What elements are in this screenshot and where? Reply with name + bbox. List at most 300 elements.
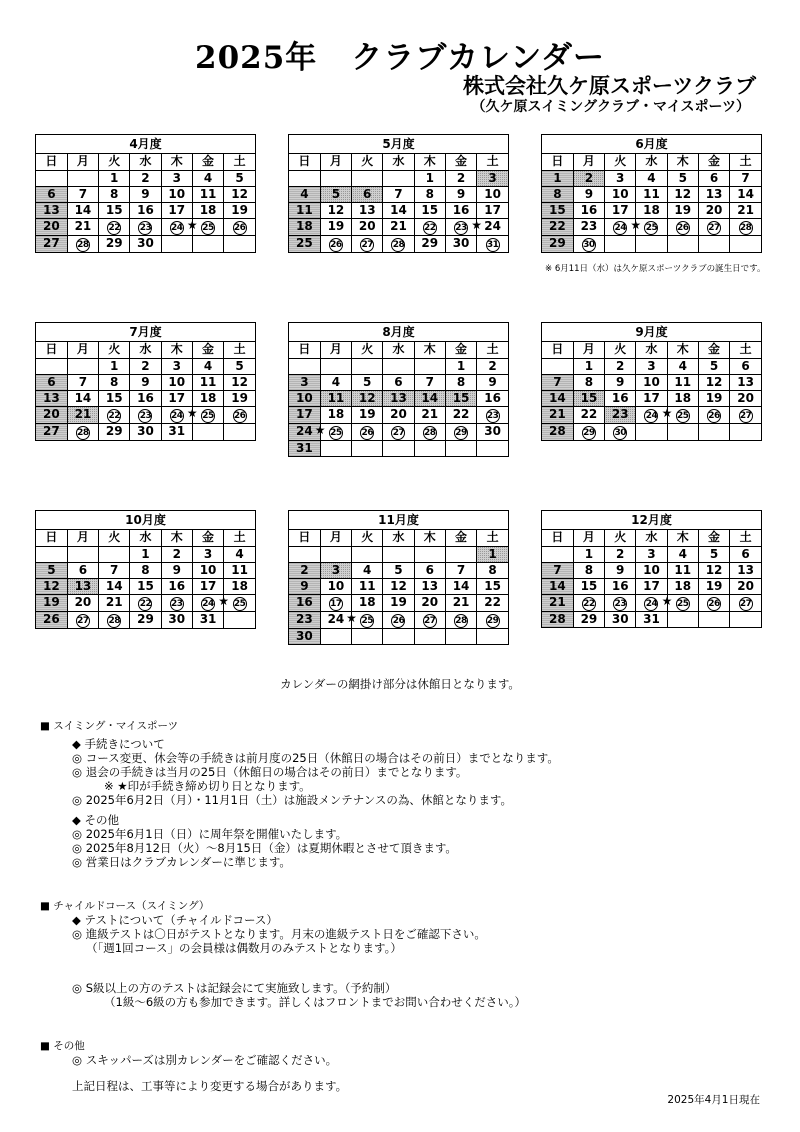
month-title: 8月度 — [289, 323, 508, 342]
day-cell — [289, 235, 320, 252]
day-cell — [542, 374, 573, 390]
day-cell — [445, 358, 476, 374]
skippers-line: ◎ スキッパーズは別カレンダーをご確認ください。 — [72, 1053, 338, 1067]
day-cell — [130, 423, 161, 440]
day-cell — [99, 578, 130, 594]
day-number: 12 — [705, 374, 723, 389]
day-cell — [477, 235, 508, 252]
day-number: 16 — [137, 390, 154, 405]
day-cell — [605, 235, 636, 252]
day-cell — [542, 562, 573, 578]
day-cell — [636, 374, 667, 390]
day-number: 6 — [47, 374, 56, 389]
day-number: 16 — [296, 595, 313, 609]
day-number: 9 — [584, 186, 594, 201]
day-number: 30 — [296, 628, 313, 643]
day-cell — [192, 611, 223, 628]
day-cell — [320, 406, 351, 423]
day-number: 30 — [611, 611, 629, 626]
day-number: 10 — [327, 578, 345, 593]
day-cell — [477, 406, 508, 423]
day-cell — [161, 611, 192, 628]
day-cell — [573, 218, 604, 235]
day-cell — [192, 562, 223, 578]
day-number: 1 — [584, 546, 594, 561]
day-cell — [36, 235, 67, 252]
day-cell — [445, 406, 476, 423]
day-cell — [352, 628, 383, 644]
day-number: 7 — [553, 374, 562, 389]
day-cell — [477, 562, 508, 578]
day-cell — [186, 217, 223, 235]
day-cell — [224, 562, 255, 578]
day-cell — [99, 390, 130, 406]
test-day-number: 27 — [739, 410, 752, 421]
day-number: 3 — [172, 170, 181, 185]
test-day-number: 28 — [108, 615, 120, 626]
day-cell — [605, 358, 636, 374]
day-cell — [161, 202, 192, 218]
day-number: 14 — [737, 186, 754, 201]
test-line-3: ◎ S級以上の方のテストは記録会にて実施致します。（予約制） — [72, 981, 397, 995]
day-cell — [477, 546, 508, 562]
day-cell — [414, 440, 445, 456]
day-number: 3 — [172, 358, 181, 373]
day-cell — [352, 202, 383, 218]
day-cell — [67, 546, 98, 562]
test-day-number: 23 — [139, 222, 152, 233]
test-day-number: 28 — [739, 222, 752, 233]
test-day-number: 30 — [614, 427, 626, 438]
day-number: 30 — [484, 424, 501, 438]
day-number: 22 — [484, 595, 501, 609]
day-cell — [542, 170, 573, 186]
day-cell — [352, 235, 383, 252]
test-day-number: 27 — [424, 615, 436, 626]
day-cell — [636, 611, 667, 627]
day-cell — [320, 546, 351, 562]
day-number: 20 — [737, 390, 754, 405]
weekday-header: 土 — [477, 530, 508, 546]
day-cell — [477, 390, 508, 406]
day-number: 11 — [674, 374, 692, 389]
day-number: 6 — [394, 374, 403, 389]
day-cell — [605, 186, 636, 202]
weekday-header: 日 — [542, 342, 573, 358]
day-cell — [383, 423, 414, 440]
day-number: 21 — [737, 202, 754, 217]
day-cell — [352, 440, 383, 456]
month-title: 11月度 — [289, 511, 508, 530]
day-number: 1 — [110, 358, 119, 373]
day-cell — [289, 440, 320, 456]
day-number: 28 — [549, 611, 566, 626]
day-number: 22 — [580, 407, 598, 421]
month-calendar — [288, 134, 509, 253]
day-cell — [542, 218, 573, 235]
day-number: 8 — [488, 562, 497, 577]
title-main: クラブカレンダー — [351, 40, 605, 76]
day-number: 30 — [137, 424, 154, 438]
day-cell — [573, 202, 604, 218]
weekday-header: 水 — [636, 154, 667, 170]
day-number: 3 — [300, 374, 309, 389]
day-cell — [99, 235, 130, 252]
day-cell — [573, 546, 604, 562]
day-cell — [192, 374, 223, 390]
day-number: 18 — [674, 390, 692, 405]
day-number: 5 — [331, 186, 341, 201]
day-cell — [383, 562, 414, 578]
day-number: 10 — [611, 186, 629, 201]
day-number: 3 — [647, 546, 656, 561]
test-day-number: 25 — [645, 222, 658, 233]
day-cell — [414, 611, 445, 628]
day-number: 12 — [358, 390, 376, 405]
day-cell — [605, 170, 636, 186]
day-cell — [320, 390, 351, 406]
day-cell — [36, 578, 67, 594]
day-cell — [698, 406, 729, 423]
day-number: 14 — [549, 578, 566, 593]
day-cell — [320, 202, 351, 218]
day-cell — [605, 406, 636, 423]
weekday-header: 木 — [161, 342, 192, 358]
day-cell — [224, 186, 255, 202]
day-cell — [352, 594, 383, 611]
day-number: 11 — [358, 578, 376, 593]
day-number: 16 — [611, 390, 629, 405]
day-cell — [698, 423, 729, 440]
weekday-header: 木 — [414, 530, 445, 546]
day-cell — [730, 546, 761, 562]
test-day-number: 22 — [108, 222, 120, 233]
day-cell — [99, 406, 130, 423]
test-day-number: 26 — [233, 410, 246, 421]
day-cell — [667, 202, 698, 218]
day-number: 11 — [231, 562, 248, 577]
day-cell — [542, 186, 573, 202]
day-cell — [36, 406, 67, 423]
day-cell — [414, 423, 445, 440]
weekday-header: 月 — [67, 530, 98, 546]
day-cell — [698, 186, 729, 202]
day-cell — [698, 562, 729, 578]
day-cell — [130, 594, 161, 611]
day-cell — [605, 611, 636, 627]
day-cell — [36, 546, 67, 562]
weekday-header: 金 — [445, 342, 476, 358]
day-cell — [698, 546, 729, 562]
day-number: 1 — [488, 546, 497, 561]
day-cell — [99, 218, 130, 235]
day-number: 29 — [137, 612, 154, 626]
day-number: 5 — [678, 170, 687, 185]
day-number: 20 — [358, 219, 376, 233]
weekday-header: 木 — [414, 342, 445, 358]
day-number: 14 — [421, 390, 439, 405]
day-cell — [320, 440, 351, 456]
day-number: 12 — [705, 562, 723, 577]
section-child-heading: ■ チャイルドコース（スイミング） — [40, 900, 210, 912]
day-cell — [573, 611, 604, 627]
day-number: 14 — [74, 390, 92, 405]
day-number: 6 — [425, 562, 434, 577]
weekday-header: 月 — [573, 154, 604, 170]
day-cell — [573, 562, 604, 578]
day-number: 18 — [643, 202, 660, 217]
weekday-header: 日 — [542, 530, 573, 546]
birthday-note: ※ 6月11日（水）は久ケ原スポーツクラブの誕生日です。 — [545, 264, 766, 274]
day-cell — [320, 186, 351, 202]
day-cell — [730, 594, 761, 611]
day-cell — [698, 578, 729, 594]
day-cell — [414, 358, 445, 374]
day-cell — [289, 218, 320, 235]
day-number: 15 — [452, 390, 470, 405]
weekday-header: 木 — [161, 154, 192, 170]
day-cell — [542, 406, 573, 423]
day-cell — [289, 562, 320, 578]
day-cell — [605, 423, 636, 440]
test-day-number: 25 — [330, 427, 342, 438]
weekday-header: 月 — [320, 530, 351, 546]
day-cell — [471, 217, 508, 235]
test-day-number: 26 — [708, 598, 720, 609]
other-line-2: ◎ 2025年8月12日（火）～8月15日（金）は夏期休暇とさせて頂きます。 — [72, 841, 457, 855]
weekday-header: 土 — [224, 530, 255, 546]
day-number: 15 — [137, 578, 154, 593]
day-cell — [67, 358, 98, 374]
weekday-header: 日 — [289, 154, 320, 170]
day-cell — [542, 358, 573, 374]
day-cell — [636, 358, 667, 374]
day-number: 9 — [300, 578, 309, 593]
day-cell — [36, 186, 67, 202]
mesh-note: カレンダーの網掛け部分は休館日となります。 — [280, 677, 520, 691]
day-cell — [667, 423, 698, 440]
weekday-header: 火 — [99, 342, 130, 358]
day-number: 20 — [43, 407, 60, 421]
test-day-number: 23 — [171, 598, 183, 609]
month-title: 9月度 — [542, 323, 761, 342]
test-day-number: 22 — [108, 410, 120, 421]
day-number: 21 — [105, 595, 123, 609]
weekday-header: 土 — [224, 154, 255, 170]
test-day-number: 24 — [645, 598, 658, 609]
day-cell — [730, 170, 761, 186]
day-cell — [320, 170, 351, 186]
day-cell — [573, 406, 604, 423]
day-cell — [36, 374, 67, 390]
day-cell — [698, 611, 729, 627]
test-day-number: 24 — [171, 410, 183, 421]
day-cell — [289, 186, 320, 202]
weekday-header: 木 — [667, 342, 698, 358]
month-title: 4月度 — [36, 135, 255, 154]
day-number: 10 — [484, 186, 501, 201]
day-number: 29 — [105, 236, 123, 250]
day-cell — [698, 170, 729, 186]
weekday-header: 火 — [352, 342, 383, 358]
day-number: 6 — [741, 546, 750, 561]
day-cell — [99, 202, 130, 218]
day-number: 18 — [358, 595, 376, 609]
day-cell — [661, 405, 698, 423]
weekday-header: 日 — [36, 530, 67, 546]
day-number: 10 — [643, 562, 660, 577]
day-cell — [314, 422, 351, 440]
test-day-number: 24 — [645, 410, 658, 421]
day-number: 3 — [488, 170, 497, 185]
day-number: 10 — [199, 562, 217, 577]
day-cell — [352, 406, 383, 423]
day-cell — [667, 562, 698, 578]
day-cell — [289, 546, 320, 562]
day-number: 2 — [584, 170, 594, 185]
day-number: 9 — [172, 562, 181, 577]
section-swimming-heading: ■ スイミング・マイスポーツ — [40, 720, 179, 732]
day-number: 16 — [484, 390, 501, 405]
test-day-number: 26 — [392, 615, 405, 626]
day-cell — [352, 390, 383, 406]
day-number: 15 — [549, 202, 566, 217]
day-cell — [477, 170, 508, 186]
day-number: 1 — [110, 170, 119, 185]
day-number: 31 — [643, 611, 660, 626]
deadline-star-icon: ★ — [630, 217, 642, 232]
deadline-star-icon: ★ — [661, 405, 673, 420]
day-cell — [289, 406, 320, 423]
test-day-number: 25 — [233, 598, 246, 609]
day-cell — [192, 170, 223, 186]
day-cell — [352, 358, 383, 374]
day-number: 8 — [141, 562, 150, 577]
day-cell — [730, 611, 761, 627]
day-number: 12 — [674, 186, 692, 201]
day-cell — [130, 611, 161, 628]
day-cell — [67, 390, 98, 406]
day-cell — [383, 374, 414, 390]
day-number: 8 — [584, 562, 594, 577]
day-cell — [667, 186, 698, 202]
day-cell — [289, 374, 320, 390]
day-number: 28 — [549, 424, 566, 438]
day-cell — [289, 390, 320, 406]
day-number: 13 — [705, 186, 723, 201]
day-number: 16 — [580, 202, 598, 217]
day-number: 29 — [421, 236, 439, 250]
day-number: 4 — [235, 546, 244, 561]
month-calendar — [35, 134, 256, 253]
day-number: 21 — [390, 219, 407, 233]
day-cell — [383, 202, 414, 218]
weekday-header: 土 — [730, 154, 761, 170]
test-day-number: 25 — [202, 222, 214, 233]
day-number: 17 — [296, 407, 313, 421]
day-cell — [477, 440, 508, 456]
day-cell — [224, 390, 255, 406]
day-number: 30 — [137, 236, 154, 250]
day-number: 5 — [394, 562, 403, 577]
day-number: 4 — [203, 358, 213, 373]
day-number: 20 — [421, 595, 439, 609]
test-line-2: （「週1回コース」の会員様は偶数月のみテストとなります。） — [86, 941, 402, 955]
other-line-1: ◎ 2025年6月1日（日）に周年祭を開催いたします。 — [72, 827, 348, 841]
day-cell — [383, 406, 414, 423]
day-number: 17 — [168, 202, 186, 217]
day-cell — [667, 170, 698, 186]
day-number: 13 — [737, 562, 754, 577]
day-number: 11 — [327, 390, 345, 405]
day-number: 11 — [199, 186, 217, 201]
day-number: 21 — [74, 407, 92, 421]
day-cell — [36, 202, 67, 218]
day-number: 15 — [105, 202, 123, 217]
day-number: 9 — [456, 186, 466, 201]
day-number: 24 — [296, 424, 313, 438]
weekday-header: 水 — [130, 530, 161, 546]
test-day-number: 26 — [233, 222, 246, 233]
day-number: 2 — [141, 358, 150, 373]
day-number: 14 — [549, 390, 566, 405]
day-cell — [161, 546, 192, 562]
day-cell — [573, 423, 604, 440]
day-number: 17 — [643, 578, 660, 593]
day-cell — [605, 562, 636, 578]
day-cell — [192, 423, 223, 440]
day-cell — [67, 594, 98, 611]
test-day-number: 26 — [708, 410, 720, 421]
weekday-header: 水 — [130, 342, 161, 358]
day-cell — [224, 406, 255, 423]
deadline-star-icon: ★ — [186, 405, 198, 420]
day-cell — [67, 406, 98, 423]
day-cell — [99, 358, 130, 374]
month-calendar — [288, 510, 509, 645]
day-number: 19 — [705, 390, 723, 405]
day-cell — [730, 186, 761, 202]
day-cell — [320, 578, 351, 594]
day-number: 30 — [168, 612, 186, 626]
day-cell — [289, 170, 320, 186]
day-cell — [224, 235, 255, 252]
weekday-header: 木 — [414, 154, 445, 170]
day-cell — [67, 202, 98, 218]
day-cell — [636, 170, 667, 186]
day-cell — [161, 358, 192, 374]
day-number: 5 — [235, 170, 244, 185]
day-cell — [383, 611, 414, 628]
day-cell — [667, 611, 698, 627]
day-cell — [99, 562, 130, 578]
day-cell — [477, 358, 508, 374]
day-number: 4 — [647, 170, 656, 185]
day-cell — [130, 374, 161, 390]
day-cell — [36, 358, 67, 374]
month-calendar — [541, 510, 762, 628]
day-cell — [730, 578, 761, 594]
day-cell — [445, 390, 476, 406]
day-cell — [605, 578, 636, 594]
weekday-header: 土 — [730, 342, 761, 358]
day-cell — [36, 562, 67, 578]
procedure-line-2: ◎ 退会の手続きは当月の25日（休館日の場合はその前日）までとなります。 — [72, 765, 468, 779]
day-cell — [224, 218, 255, 235]
day-number: 20 — [737, 578, 754, 593]
day-number: 14 — [452, 578, 470, 593]
day-cell — [224, 578, 255, 594]
